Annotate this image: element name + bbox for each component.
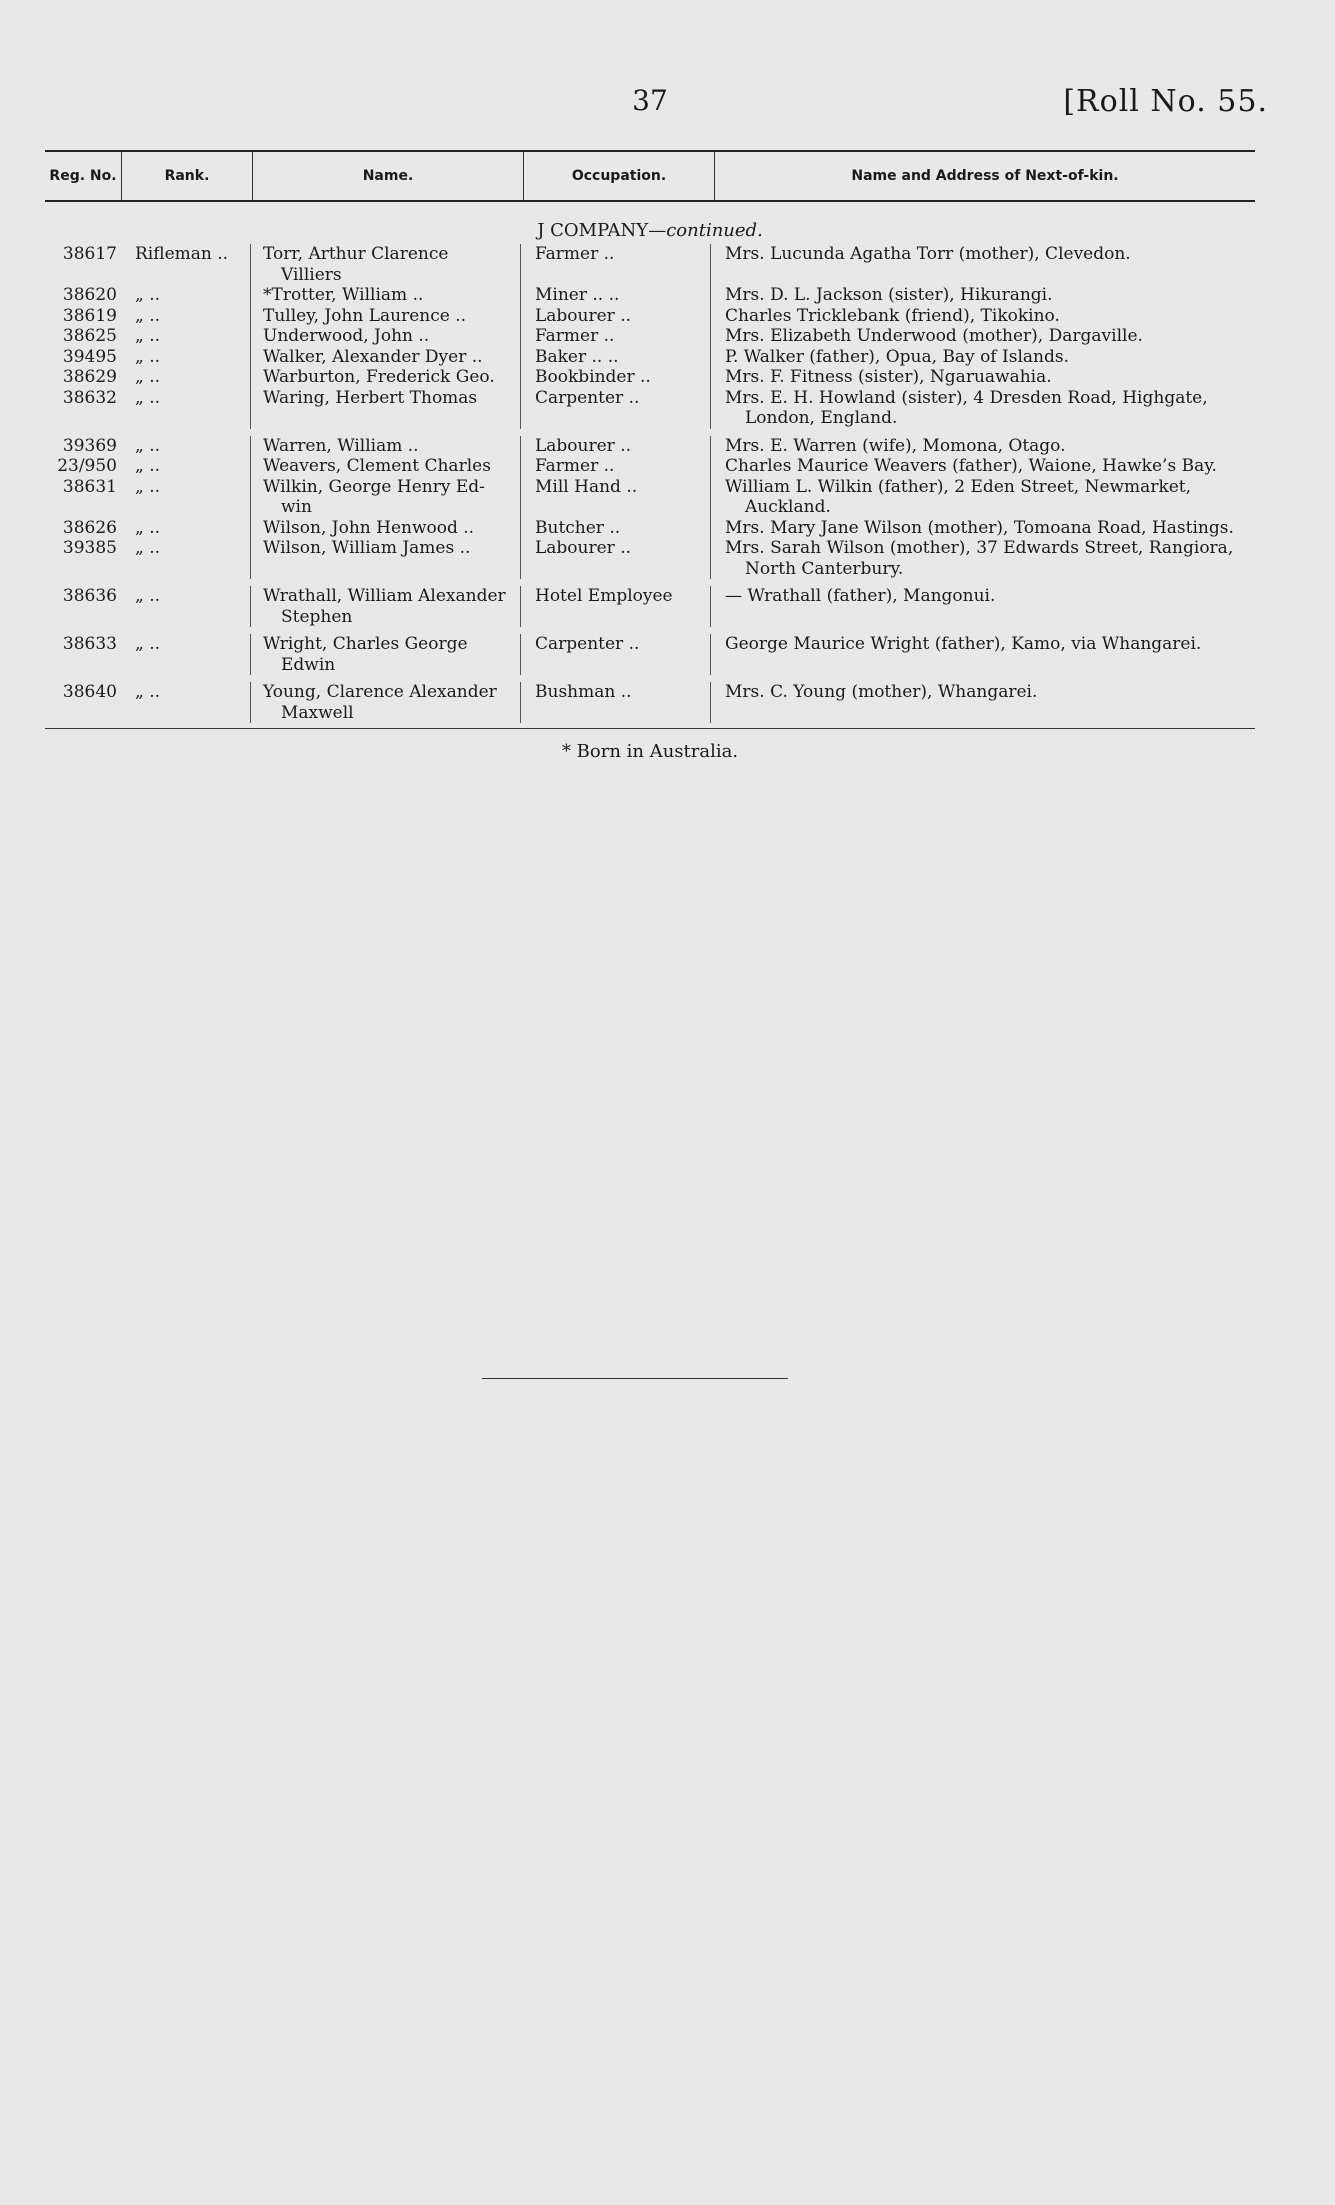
occupation-cell: Farmer .. [521,456,711,477]
table-row [45,477,1255,518]
header-name: Name. [253,152,524,200]
name-line: Walker, Alexander Dyer .. [263,346,483,367]
header-rank: Rank. [122,152,253,200]
occupation-cell: Miner .. .. [521,285,711,306]
next-of-kin-line: Mrs. Elizabeth Underwood (mother), Dargaville. [725,326,1143,346]
next-of-kin-line: London, England. [745,408,898,428]
reg-no-cell: 38640 [62,682,117,702]
name-line: Weavers, Clement Charles [263,456,491,476]
name-line: Edwin [281,654,336,675]
rank-cell: „ .. [121,347,251,368]
page-number: 37 [632,84,668,117]
next-of-kin-line: George Maurice Wright (father), Kamo, via Whangarei. [725,634,1202,654]
name-line: Young, Clarence Alexander [263,682,497,702]
next-of-kin-cell [711,518,1255,539]
name-cell [251,347,521,368]
occupation-cell: Mill Hand .. [521,477,711,518]
next-of-kin-cell [711,326,1255,347]
name-cell [251,477,521,518]
name-cell [251,518,521,539]
table-row [45,388,1255,429]
name-line: *Trotter, William .. [263,285,424,305]
next-of-kin-cell [711,682,1255,723]
next-of-kin-line: William L. Wilkin (father), 2 Eden Street, Newmarket, [725,476,1192,497]
table-row [45,586,1255,627]
next-of-kin-cell [711,634,1255,675]
name-line: Wilkin, George Henry Ed- [263,476,485,497]
reg-no-cell: 38633 [62,634,117,654]
name-line: Warburton, Frederick Geo. [263,367,495,387]
occupation-cell: Hotel Employee [521,586,711,627]
next-of-kin-cell [711,436,1255,457]
rank-cell: „ .. [121,436,251,457]
next-of-kin-line: North Canterbury. [745,558,904,579]
next-of-kin-line: Charles Maurice Weavers (father), Waione, Hawke’s Bay. [725,456,1217,476]
name-line: Torr, Arthur Clarence [263,244,449,264]
rank-cell: „ .. [121,326,251,347]
table-row [45,306,1255,327]
next-of-kin-cell [711,477,1255,518]
reg-no-cell: 23/950 [57,456,117,476]
name-line: Warren, William .. [263,435,419,456]
name-line: Stephen [281,606,353,627]
next-of-kin-line: Mrs. C. Young (mother), Whangarei. [725,682,1038,702]
table-row [45,634,1255,675]
occupation-cell: Labourer .. [521,306,711,327]
name-cell [251,388,521,429]
name-cell [251,244,521,285]
table-row [45,367,1255,388]
reg-no-cell: 38632 [62,387,117,408]
name-cell [251,586,521,627]
roll-table [45,150,1255,762]
name-cell [251,682,521,723]
reg-no-cell: 39385 [62,538,117,558]
table-row [45,326,1255,347]
name-line: Maxwell [281,702,354,723]
occupation-cell: Farmer .. [521,244,711,285]
name-line: Wright, Charles George [263,634,468,654]
occupation-cell: Carpenter .. [521,634,711,675]
table-row [45,538,1255,579]
reg-no-cell: 39495 [62,346,117,367]
name-cell [251,456,521,477]
table-row [45,347,1255,368]
name-cell [251,367,521,388]
name-line: Wilson, William James .. [263,538,471,558]
table-row [45,456,1255,477]
name-line: Wilson, John Henwood .. [263,517,475,538]
reg-no-cell: 38636 [62,586,117,606]
next-of-kin-line: Mrs. Lucunda Agatha Torr (mother), Clevedon. [725,244,1131,264]
section-divider [482,1378,788,1379]
next-of-kin-cell [711,538,1255,579]
next-of-kin-line: Mrs. E. Warren (wife), Momona, Otago. [725,435,1066,456]
reg-no-cell: 38625 [62,326,117,346]
next-of-kin-line: P. Walker (father), Opua, Bay of Islands. [725,346,1069,367]
occupation-cell: Farmer .. [521,326,711,347]
name-cell [251,634,521,675]
company-heading [45,220,1255,241]
next-of-kin-cell [711,586,1255,627]
name-line: Wrathall, William Alexander [263,586,506,606]
table-row [45,436,1255,457]
occupation-cell: Carpenter .. [521,388,711,429]
next-of-kin-line: Mrs. E. H. Howland (sister), 4 Dresden Road, Highgate, [725,387,1208,408]
next-of-kin-cell [711,347,1255,368]
next-of-kin-cell [711,367,1255,388]
occupation-cell: Butcher .. [521,518,711,539]
next-of-kin-cell [711,306,1255,327]
rank-cell: „ .. [121,682,251,723]
table-row [45,682,1255,723]
occupation-cell: Baker .. .. [521,347,711,368]
reg-no-cell: 38617 [62,244,117,264]
table-row [45,518,1255,539]
rank-cell: „ .. [121,634,251,675]
header-next-of-kin: Name and Address of Next-of-kin. [851,168,1119,184]
name-cell [251,285,521,306]
next-of-kin-line: — Wrathall (father), Mangonui. [725,586,996,606]
reg-no-cell: 38629 [62,367,117,387]
table-row [45,244,1255,285]
next-of-kin-cell [711,456,1255,477]
next-of-kin-cell [711,244,1255,285]
next-of-kin-line: Charles Tricklebank (friend), Tikokino. [725,305,1060,326]
next-of-kin-line: Mrs. Mary Jane Wilson (mother), Tomoana Road, Hastings. [725,517,1234,538]
name-line: Underwood, John .. [263,326,430,346]
name-line: Waring, Herbert Thomas [263,387,478,408]
occupation-cell: Bookbinder .. [521,367,711,388]
company-continued: continued. [666,220,763,241]
rank-cell: „ .. [121,388,251,429]
roll-number: [Roll No. 55. [1063,84,1268,119]
reg-no-cell: 38631 [62,476,117,497]
rank-cell: „ .. [121,586,251,627]
name-cell [251,326,521,347]
next-of-kin-cell [711,388,1255,429]
table-body [45,244,1255,729]
rank-cell: Rifleman .. [121,244,251,285]
occupation-cell: Bushman .. [521,682,711,723]
rank-cell: „ .. [121,456,251,477]
next-of-kin-line: Mrs. Sarah Wilson (mother), 37 Edwards Street, Rangiora, [725,538,1234,558]
occupation-cell: Labourer .. [521,538,711,579]
rank-cell: „ .. [121,306,251,327]
next-of-kin-line: Mrs. D. L. Jackson (sister), Hikurangi. [725,285,1053,305]
header-reg-no: Reg. No. [45,152,122,200]
footnote: * Born in Australia. [561,741,739,762]
name-line: Tulley, John Laurence .. [263,305,467,326]
table-header [45,150,1255,202]
name-cell [251,436,521,457]
reg-no-cell: 38620 [62,285,117,305]
next-of-kin-cell [711,285,1255,306]
rank-cell: „ .. [121,518,251,539]
name-cell [251,538,521,579]
occupation-cell: Labourer .. [521,436,711,457]
rank-cell: „ .. [121,367,251,388]
rank-cell: „ .. [121,285,251,306]
reg-no-cell: 38626 [62,517,117,538]
header-occupation: Occupation. [524,152,715,200]
rank-cell: „ .. [121,477,251,518]
company-name: J COMPANY— [537,220,667,241]
name-line: Villiers [281,264,342,285]
name-cell [251,306,521,327]
next-of-kin-line: Mrs. F. Fitness (sister), Ngaruawahia. [725,367,1052,387]
rank-cell: „ .. [121,538,251,579]
reg-no-cell: 39369 [62,435,117,456]
name-line: win [281,497,312,517]
reg-no-cell: 38619 [62,305,117,326]
next-of-kin-line: Auckland. [745,497,831,517]
table-row [45,285,1255,306]
